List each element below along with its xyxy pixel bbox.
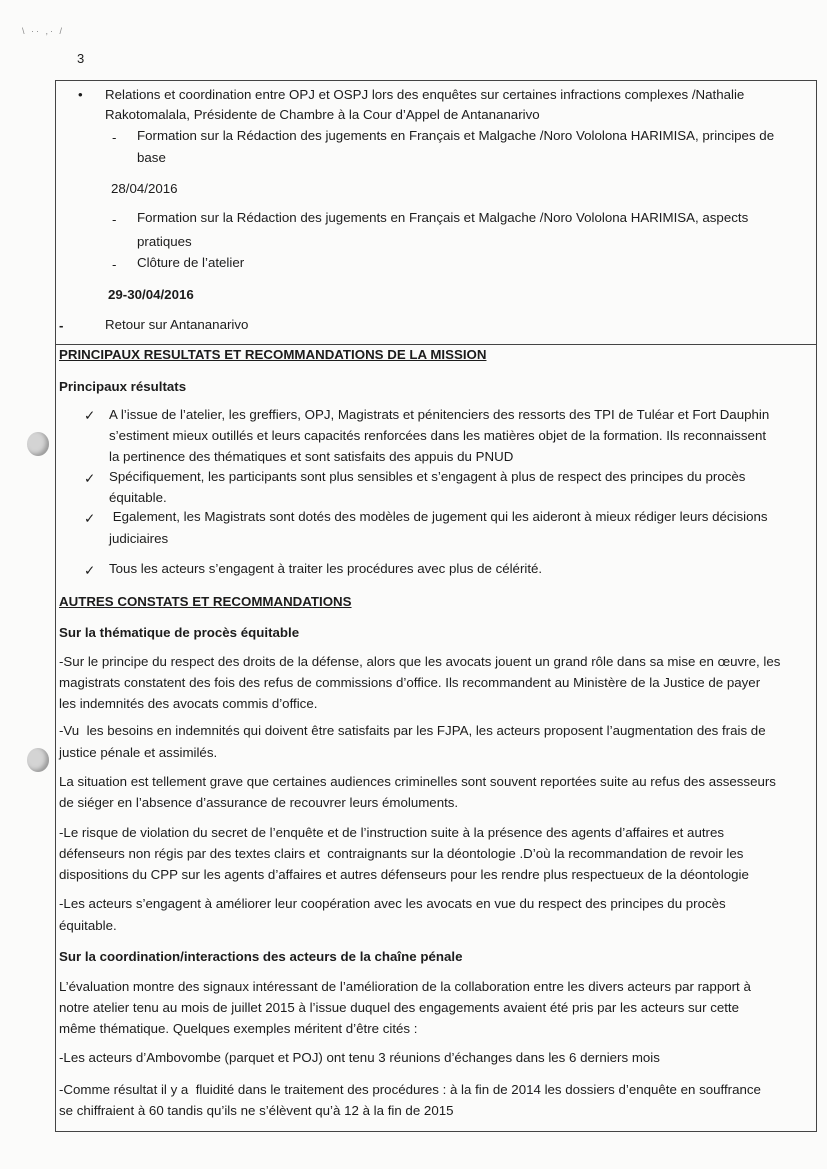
paragraph-line: équitable. [59,918,117,933]
result-item: s’estiment mieux outillés et leurs capacités renforcées dans les matières objet de la formation. Ils reconnaissent [109,428,767,443]
paragraph-line: -Les acteurs s’engagent à améliorer leur coopération avec les avocats en vue du respect des principes du procès [59,896,726,911]
dash-icon: - [112,257,117,272]
paragraph-line: même thématique. Quelques exemples méritent d’être cités : [59,1021,418,1036]
punch-hole [27,748,49,772]
section-subheading: Sur la coordination/interactions des acteurs de la chaîne pénale [59,949,463,964]
checkmark-icon: ✓ [84,471,96,486]
paragraph-line: -Comme résultat il y a fluidité dans le traitement des procédures : à la fin de 2014 les dossiers d’enquête en souffrance [59,1082,761,1097]
agenda-item: pratiques [137,234,192,249]
result-item: judiciaires [109,531,169,546]
paragraph-line: -Le risque de violation du secret de l’enquête et de l’instruction suite à la présence des agents d’affaires et autres [59,825,725,840]
result-item: Egalement, les Magistrats sont dotés des modèles de jugement qui les aideront à mieux rédiger leurs décisions [109,509,768,524]
section-heading: PRINCIPAUX RESULTATS ET RECOMMANDATIONS DE LA MISSION [59,347,487,362]
paragraph-line: les indemnités des avocats commis d’office. [59,696,318,711]
paragraph-line: se chiffraient à 60 tandis qu’ils ne s’élèvent qu’à 12 à la fin de 2015 [59,1103,454,1118]
paragraph-line: dispositions du CPP sur les agents d’affaires et autres défenseurs pour les rendre plus respectueux de la déontologie [59,867,749,882]
paragraph-line: -Sur le principe du respect des droits de la défense, alors que les avocats jouent un grand rôle dans sa mise en œuvre, les [59,654,781,669]
agenda-item: Rakotomalala, Présidente de Chambre à la Cour d’Appel de Antananarivo [105,107,540,122]
agenda-date: 28/04/2016 [111,181,178,196]
section-subheading: Principaux résultats [59,379,187,394]
result-item: équitable. [109,490,167,505]
checkmark-icon: ✓ [84,511,96,526]
result-item: la pertinence des thématiques et sont satisfaits des appuis du PNUD [109,449,514,464]
agenda-item: Clôture de l’atelier [137,255,245,270]
dash-icon: - [59,318,64,333]
paragraph-line: de siéger en l’absence d’assurance de recouvrer leurs émoluments. [59,795,459,810]
paragraph-line: La situation est tellement grave que certaines audiences criminelles sont souvent reportées suite au refus des assesseurs [59,774,776,789]
paragraph-line: -Vu les besoins en indemnités qui doivent être satisfaits par les FJPA, les acteurs proposent l’augmentation des frais de [59,723,766,738]
paragraph-line: défenseurs non régis par des textes clairs et contraignants sur la déontologie .D’où la recommandation de revoir les [59,846,744,861]
dash-icon: - [112,212,117,227]
agenda-item: Relations et coordination entre OPJ et OSPJ lors des enquêtes sur certaines infractions complexes /Nathalie [105,87,745,102]
dash-icon: - [112,130,117,145]
checkmark-icon: ✓ [84,408,96,423]
section-heading: AUTRES CONSTATS ET RECOMMANDATIONS [59,594,352,609]
paragraph-line: magistrats constatent des fois des refus de commissions d’office. Ils recommandent au Ministère de la Justice de payer [59,675,761,690]
result-item: Spécifiquement, les participants sont plus sensibles et s’engagent à plus de respect des principes du procès [109,469,746,484]
checkmark-icon: ✓ [84,563,96,578]
page-number: 3 [77,51,85,66]
paragraph-line: notre atelier tenu au mois de juillet 2015 à l’issue duquel des engagements avaient été pris par les acteurs sur cette [59,1000,740,1015]
punch-hole [27,432,49,456]
agenda-item: Retour sur Antananarivo [105,317,249,332]
handwritten-mark: \ ·· ,· / [22,26,64,36]
bullet-icon: • [78,87,83,102]
paragraph-line: L’évaluation montre des signaux intéressant de l’amélioration de la collaboration entre les divers acteurs par rapport à [59,979,751,994]
section-subheading: Sur la thématique de procès équitable [59,625,300,640]
agenda-item: base [137,150,166,165]
agenda-item: Formation sur la Rédaction des jugements en Français et Malgache /Noro Vololona HARIMISA, aspects [137,210,749,225]
agenda-date: 29-30/04/2016 [108,287,194,302]
agenda-item: Formation sur la Rédaction des jugements en Français et Malgache /Noro Vololona HARIMISA, principes de [137,128,775,143]
result-item: A l’issue de l’atelier, les greffiers, OPJ, Magistrats et pénitenciers des ressorts des TPI de Tuléar et Fort Dauphin [109,407,770,422]
paragraph-line: -Les acteurs d’Ambovombe (parquet et POJ) ont tenu 3 réunions d’échanges dans les 6 derniers mois [59,1050,660,1065]
result-item: Tous les acteurs s’engagent à traiter les procédures avec plus de célérité. [109,561,543,576]
paragraph-line: justice pénale et assimilés. [59,745,218,760]
